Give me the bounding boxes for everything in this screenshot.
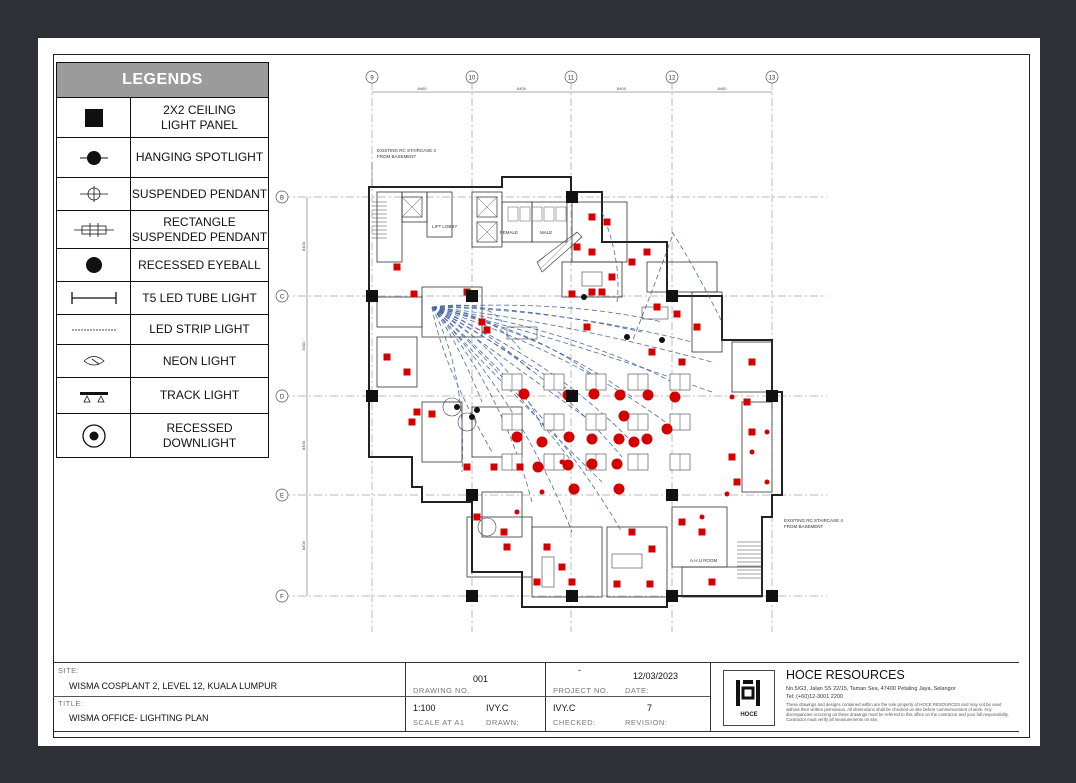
disclaimer: These drawings and designs contained within are the sole property of HOCE RESOURCES and may not be used without their written permission. All dimensions shall be checked on site before commencement of work. Any discrepancies occurring on these drawings must be referred to this office on the contractor and your full responsibility. Contractor must verify all measurements on site. bbox=[786, 702, 1009, 722]
company-address: No.5/G3, Jalan SS 22/15, Taman Sea, 47400 Petaling Jaya, Selangor bbox=[786, 686, 956, 692]
lift-shaft-cross bbox=[477, 197, 497, 217]
downlight-fixture bbox=[540, 490, 545, 495]
structural-column bbox=[566, 191, 578, 203]
company-logo bbox=[723, 670, 775, 726]
light-panel-fixture bbox=[609, 274, 616, 281]
light-panel-fixture bbox=[749, 359, 756, 366]
legend-label: HANGING SPOTLIGHT bbox=[135, 150, 264, 164]
hanging-spotlight-icon bbox=[64, 143, 124, 173]
downlight-fixture bbox=[765, 480, 770, 485]
room-wall bbox=[732, 342, 772, 392]
grid-label: B bbox=[279, 195, 285, 202]
light-panel-fixture bbox=[394, 264, 401, 271]
circuit-line bbox=[602, 212, 722, 342]
date-value: 12/03/2023 bbox=[633, 671, 679, 681]
recessed-eyeball-fixture bbox=[589, 389, 600, 400]
light-panel-fixture bbox=[744, 399, 751, 406]
legend-symbol bbox=[57, 178, 131, 210]
room-label: FEMALE bbox=[500, 230, 519, 235]
light-panel-fixture bbox=[501, 529, 508, 536]
room-wall bbox=[502, 202, 532, 242]
toilet-cubicle bbox=[520, 207, 530, 221]
legend-row bbox=[57, 138, 268, 178]
light-panel-fixture bbox=[464, 464, 471, 471]
toilet-cubicle bbox=[544, 207, 554, 221]
dimension-label: 8400 bbox=[301, 341, 306, 351]
project-no-label: PROJECT NO. bbox=[553, 686, 609, 695]
light-panel-fixture bbox=[694, 324, 701, 331]
legend-symbol bbox=[57, 345, 131, 377]
structural-column bbox=[666, 590, 678, 602]
neon-light-icon bbox=[64, 346, 124, 376]
downlight-fixture bbox=[560, 460, 565, 465]
downlight-fixture bbox=[730, 395, 735, 400]
light-panel-fixture bbox=[559, 564, 566, 571]
recessed-eyeball-fixture bbox=[643, 390, 654, 401]
light-panel-fixture bbox=[534, 579, 541, 586]
recessed-eyeball-fixture bbox=[670, 392, 681, 403]
legend-label: NEON LIGHT bbox=[162, 353, 237, 368]
legend-row bbox=[57, 98, 268, 138]
meeting-table bbox=[582, 272, 602, 286]
room-wall bbox=[682, 567, 762, 597]
light-panel-fixture bbox=[569, 579, 576, 586]
revision-value: 7 bbox=[647, 703, 653, 713]
light-panel-fixture bbox=[574, 244, 581, 251]
recessed-eyeball-fixture bbox=[569, 484, 580, 495]
suspended-pendant-icon bbox=[64, 179, 124, 209]
light-panel-fixture bbox=[589, 214, 596, 221]
lift-shaft-cross bbox=[477, 222, 497, 242]
room-wall bbox=[532, 202, 567, 242]
dimension-label: 8400 bbox=[617, 86, 626, 91]
legend-table bbox=[56, 62, 269, 458]
staircase-note: FROM BASEMENT bbox=[784, 524, 824, 529]
light-panel-fixture bbox=[674, 311, 681, 318]
title-block bbox=[53, 662, 1019, 732]
legend-row bbox=[57, 178, 268, 211]
light-panel-fixture bbox=[479, 319, 486, 326]
structural-column bbox=[766, 590, 778, 602]
recessed-eyeball-fixture bbox=[614, 434, 625, 445]
recessed-eyeball-fixture bbox=[629, 437, 640, 448]
legend-label: RECTANGLE SUSPENDED PENDANT bbox=[131, 214, 268, 244]
hanging-spotlight-fixture bbox=[624, 334, 630, 340]
duct-shaft bbox=[537, 232, 582, 272]
room-wall bbox=[402, 192, 427, 222]
recessed-eyeball-fixture bbox=[662, 424, 673, 435]
recessed-eyeball-fixture bbox=[533, 462, 544, 473]
circuit-line bbox=[432, 307, 712, 362]
grid-label: D bbox=[279, 394, 285, 401]
light-panel-fixture bbox=[749, 429, 756, 436]
legend-symbol bbox=[57, 249, 131, 281]
legend-title: LEGENDS bbox=[57, 63, 268, 98]
recessed-eyeball-fixture bbox=[587, 459, 598, 470]
track-light-icon bbox=[64, 381, 124, 411]
light-panel-fixture bbox=[429, 411, 436, 418]
legend-symbol bbox=[57, 414, 131, 458]
revision-label: REVISION: bbox=[625, 718, 668, 727]
light-panel-fixture bbox=[504, 544, 511, 551]
light-panel-fixture bbox=[679, 359, 686, 366]
structural-column bbox=[566, 590, 578, 602]
lift-shaft-cross bbox=[402, 197, 422, 217]
room-wall bbox=[422, 402, 462, 462]
light-panel-fixture bbox=[644, 249, 651, 256]
title-value: WISMA OFFICE- LIGHTING PLAN bbox=[69, 713, 209, 723]
room-wall bbox=[377, 297, 422, 327]
company-tel: Tel: (+60)12-3001 2200 bbox=[786, 694, 844, 700]
structural-column bbox=[366, 290, 378, 302]
recessed-eyeball-fixture bbox=[615, 390, 626, 401]
light-panel-fixture bbox=[411, 291, 418, 298]
legend-label: 2X2 CEILING LIGHT PANEL bbox=[161, 102, 238, 132]
light-panel-fixture bbox=[699, 529, 706, 536]
legend-row bbox=[57, 378, 268, 414]
legend-symbol bbox=[57, 282, 131, 314]
legend-label: RECESSED EYEBALL bbox=[138, 257, 261, 272]
hanging-spotlight-fixture bbox=[474, 407, 480, 413]
lighting-circuits bbox=[432, 212, 722, 532]
drawing-no-label: DRAWING NO. bbox=[413, 686, 470, 695]
light-panel-fixture bbox=[589, 249, 596, 256]
downlight-fixture bbox=[765, 430, 770, 435]
drawn-value: IVY.C bbox=[486, 703, 509, 713]
structural-column bbox=[566, 390, 578, 402]
legend-label: SUSPENDED PENDANT bbox=[131, 186, 268, 201]
legend-symbol bbox=[57, 138, 131, 177]
light-panel-fixture bbox=[474, 514, 481, 521]
light-panel-fixture bbox=[647, 581, 654, 588]
grid-label: 9 bbox=[370, 75, 374, 82]
light-panel-fixture bbox=[409, 419, 416, 426]
recessed-eyeball-fixture bbox=[587, 434, 598, 445]
light-panel-fixture bbox=[709, 579, 716, 586]
led-strip-icon bbox=[64, 315, 124, 345]
dimension-label: 8400 bbox=[417, 86, 427, 91]
dimension-label: 8400 bbox=[717, 86, 727, 91]
room-wall bbox=[377, 192, 402, 262]
recessed-eyeball-fixture bbox=[512, 432, 523, 443]
hanging-spotlight-fixture bbox=[469, 414, 475, 420]
title-label: TITLE: bbox=[58, 699, 84, 708]
hanging-spotlight-fixture bbox=[581, 294, 587, 300]
light-panel-fixture bbox=[384, 354, 391, 361]
light-panel-fixture bbox=[614, 581, 621, 588]
recessed-eyeball-fixture bbox=[519, 389, 530, 400]
recessed-eyeball-fixture bbox=[612, 459, 623, 470]
legend-row bbox=[57, 282, 268, 315]
recessed-eyeball-fixture bbox=[614, 484, 625, 495]
recessed-eyeball-icon bbox=[64, 250, 124, 280]
structural-column bbox=[466, 290, 478, 302]
light-panel-fixture bbox=[404, 369, 411, 376]
room-label: A.H.U ROOM bbox=[690, 558, 718, 563]
round-table bbox=[478, 518, 496, 536]
grid-label: 11 bbox=[567, 75, 575, 82]
staircase-note: FROM BASEMENT bbox=[377, 154, 417, 159]
legend-label: TRACK LIGHT bbox=[159, 388, 240, 402]
legend-label: T5 LED TUBE LIGHT bbox=[142, 290, 257, 305]
light-panel-fixture bbox=[649, 546, 656, 553]
structural-column bbox=[466, 590, 478, 602]
room-wall bbox=[472, 192, 502, 247]
light-panel-fixture bbox=[734, 479, 741, 486]
grid-label: E bbox=[279, 493, 285, 500]
rectangle-pendant-icon bbox=[64, 215, 124, 245]
legend-label: LED STRIP LIGHT bbox=[149, 322, 250, 336]
dimension-label: 8400 bbox=[517, 86, 526, 91]
room-wall bbox=[532, 527, 602, 597]
checked-label: CHECKED: bbox=[553, 718, 596, 727]
light-panel-fixture bbox=[584, 324, 591, 331]
legend-row bbox=[57, 414, 268, 458]
meeting-table bbox=[507, 327, 537, 339]
drawn-label: DRAWN: bbox=[486, 718, 520, 727]
legend-symbol bbox=[57, 378, 131, 413]
site-label: SITE: bbox=[58, 666, 80, 675]
staircase-note: EXISTING RC STAIRCASE 4 bbox=[784, 518, 843, 523]
light-panel-fixture bbox=[604, 219, 611, 226]
dimension-label: 8400 bbox=[301, 541, 306, 550]
recessed-eyeball-fixture bbox=[642, 434, 653, 445]
t5-tube-icon bbox=[64, 283, 124, 313]
downlight-fixture bbox=[515, 510, 520, 515]
structural-column bbox=[466, 489, 478, 501]
light-panel-fixture bbox=[544, 544, 551, 551]
light-panel-fixture bbox=[517, 464, 524, 471]
light-panel-fixture bbox=[414, 409, 421, 416]
room-wall bbox=[742, 402, 772, 492]
scale-label: SCALE AT A1 bbox=[413, 718, 465, 727]
legend-row bbox=[57, 211, 268, 249]
downlight-fixture bbox=[750, 450, 755, 455]
light-panel-fixture bbox=[569, 291, 576, 298]
legend-row bbox=[57, 249, 268, 282]
dimension-label: 8400 bbox=[301, 441, 306, 450]
site-value: WISMA COSPLANT 2, LEVEL 12, KUALA LUMPUR bbox=[69, 681, 278, 691]
circuit-line bbox=[432, 307, 522, 352]
room-wall bbox=[692, 292, 722, 352]
room-label: MALE bbox=[540, 230, 553, 235]
legend-row bbox=[57, 315, 268, 345]
light-panel-fixture bbox=[629, 529, 636, 536]
recessed-eyeball-fixture bbox=[564, 432, 575, 443]
structural-column bbox=[766, 390, 778, 402]
legend-symbol bbox=[57, 98, 131, 137]
recessed-eyeball-fixture bbox=[619, 411, 630, 422]
toilet-cubicle bbox=[556, 207, 566, 221]
grid-label: 10 bbox=[468, 75, 476, 82]
structural-column bbox=[666, 489, 678, 501]
project-no-value: - bbox=[578, 665, 581, 675]
circuit-line bbox=[432, 307, 672, 382]
light-panel-fixture bbox=[629, 259, 636, 266]
date-label: DATE: bbox=[625, 686, 650, 695]
room-wall bbox=[427, 192, 452, 237]
grid-label: C bbox=[279, 294, 285, 301]
light-panel-fixture bbox=[649, 349, 656, 356]
legend-symbol bbox=[57, 315, 131, 344]
light-panel-fixture bbox=[679, 519, 686, 526]
room-wall bbox=[572, 202, 627, 262]
structural-grid bbox=[276, 71, 827, 632]
room-wall bbox=[377, 337, 417, 387]
staircase-note: EXISTING RC STAIRCASE 3 bbox=[377, 148, 436, 153]
dimension-label: 8400 bbox=[301, 242, 306, 251]
meeting-table bbox=[542, 557, 554, 587]
toilet-cubicle bbox=[532, 207, 542, 221]
grid-label: 12 bbox=[668, 75, 676, 82]
light-panel-fixture bbox=[491, 464, 498, 471]
light-panel-fixture bbox=[729, 454, 736, 461]
room-label: LIFT LOBBY bbox=[432, 224, 458, 229]
light-panel-fixture bbox=[589, 289, 596, 296]
legend-row bbox=[57, 345, 268, 378]
logo-text: HOCE bbox=[740, 712, 758, 718]
grid-label: 13 bbox=[768, 75, 776, 82]
company-name: HOCE RESOURCES bbox=[786, 668, 905, 682]
structural-column bbox=[666, 290, 678, 302]
toilet-cubicle bbox=[508, 207, 518, 221]
logo-mark-icon bbox=[734, 678, 764, 712]
recessed-eyeball-fixture bbox=[537, 437, 548, 448]
hanging-spotlight-fixture bbox=[454, 404, 460, 410]
legend-label: RECESSED DOWNLIGHT bbox=[162, 421, 237, 450]
light-panel-fixture bbox=[484, 327, 491, 334]
scale-value: 1:100 bbox=[413, 703, 436, 713]
legend-symbol bbox=[57, 211, 131, 248]
recessed-downlight-icon bbox=[64, 421, 124, 451]
checked-value: IVY.C bbox=[553, 703, 576, 713]
meeting-table bbox=[612, 554, 642, 568]
grid-label: F bbox=[280, 594, 284, 601]
downlight-fixture bbox=[700, 515, 705, 520]
floor-plan bbox=[272, 62, 843, 652]
structural-column bbox=[366, 390, 378, 402]
square-light-panel-icon bbox=[64, 103, 124, 133]
hanging-spotlight-fixture bbox=[659, 337, 665, 343]
drawing-no-value: 001 bbox=[473, 674, 489, 684]
light-panel-fixture bbox=[654, 304, 661, 311]
downlight-fixture bbox=[725, 492, 730, 497]
light-panel-fixture bbox=[599, 289, 606, 296]
